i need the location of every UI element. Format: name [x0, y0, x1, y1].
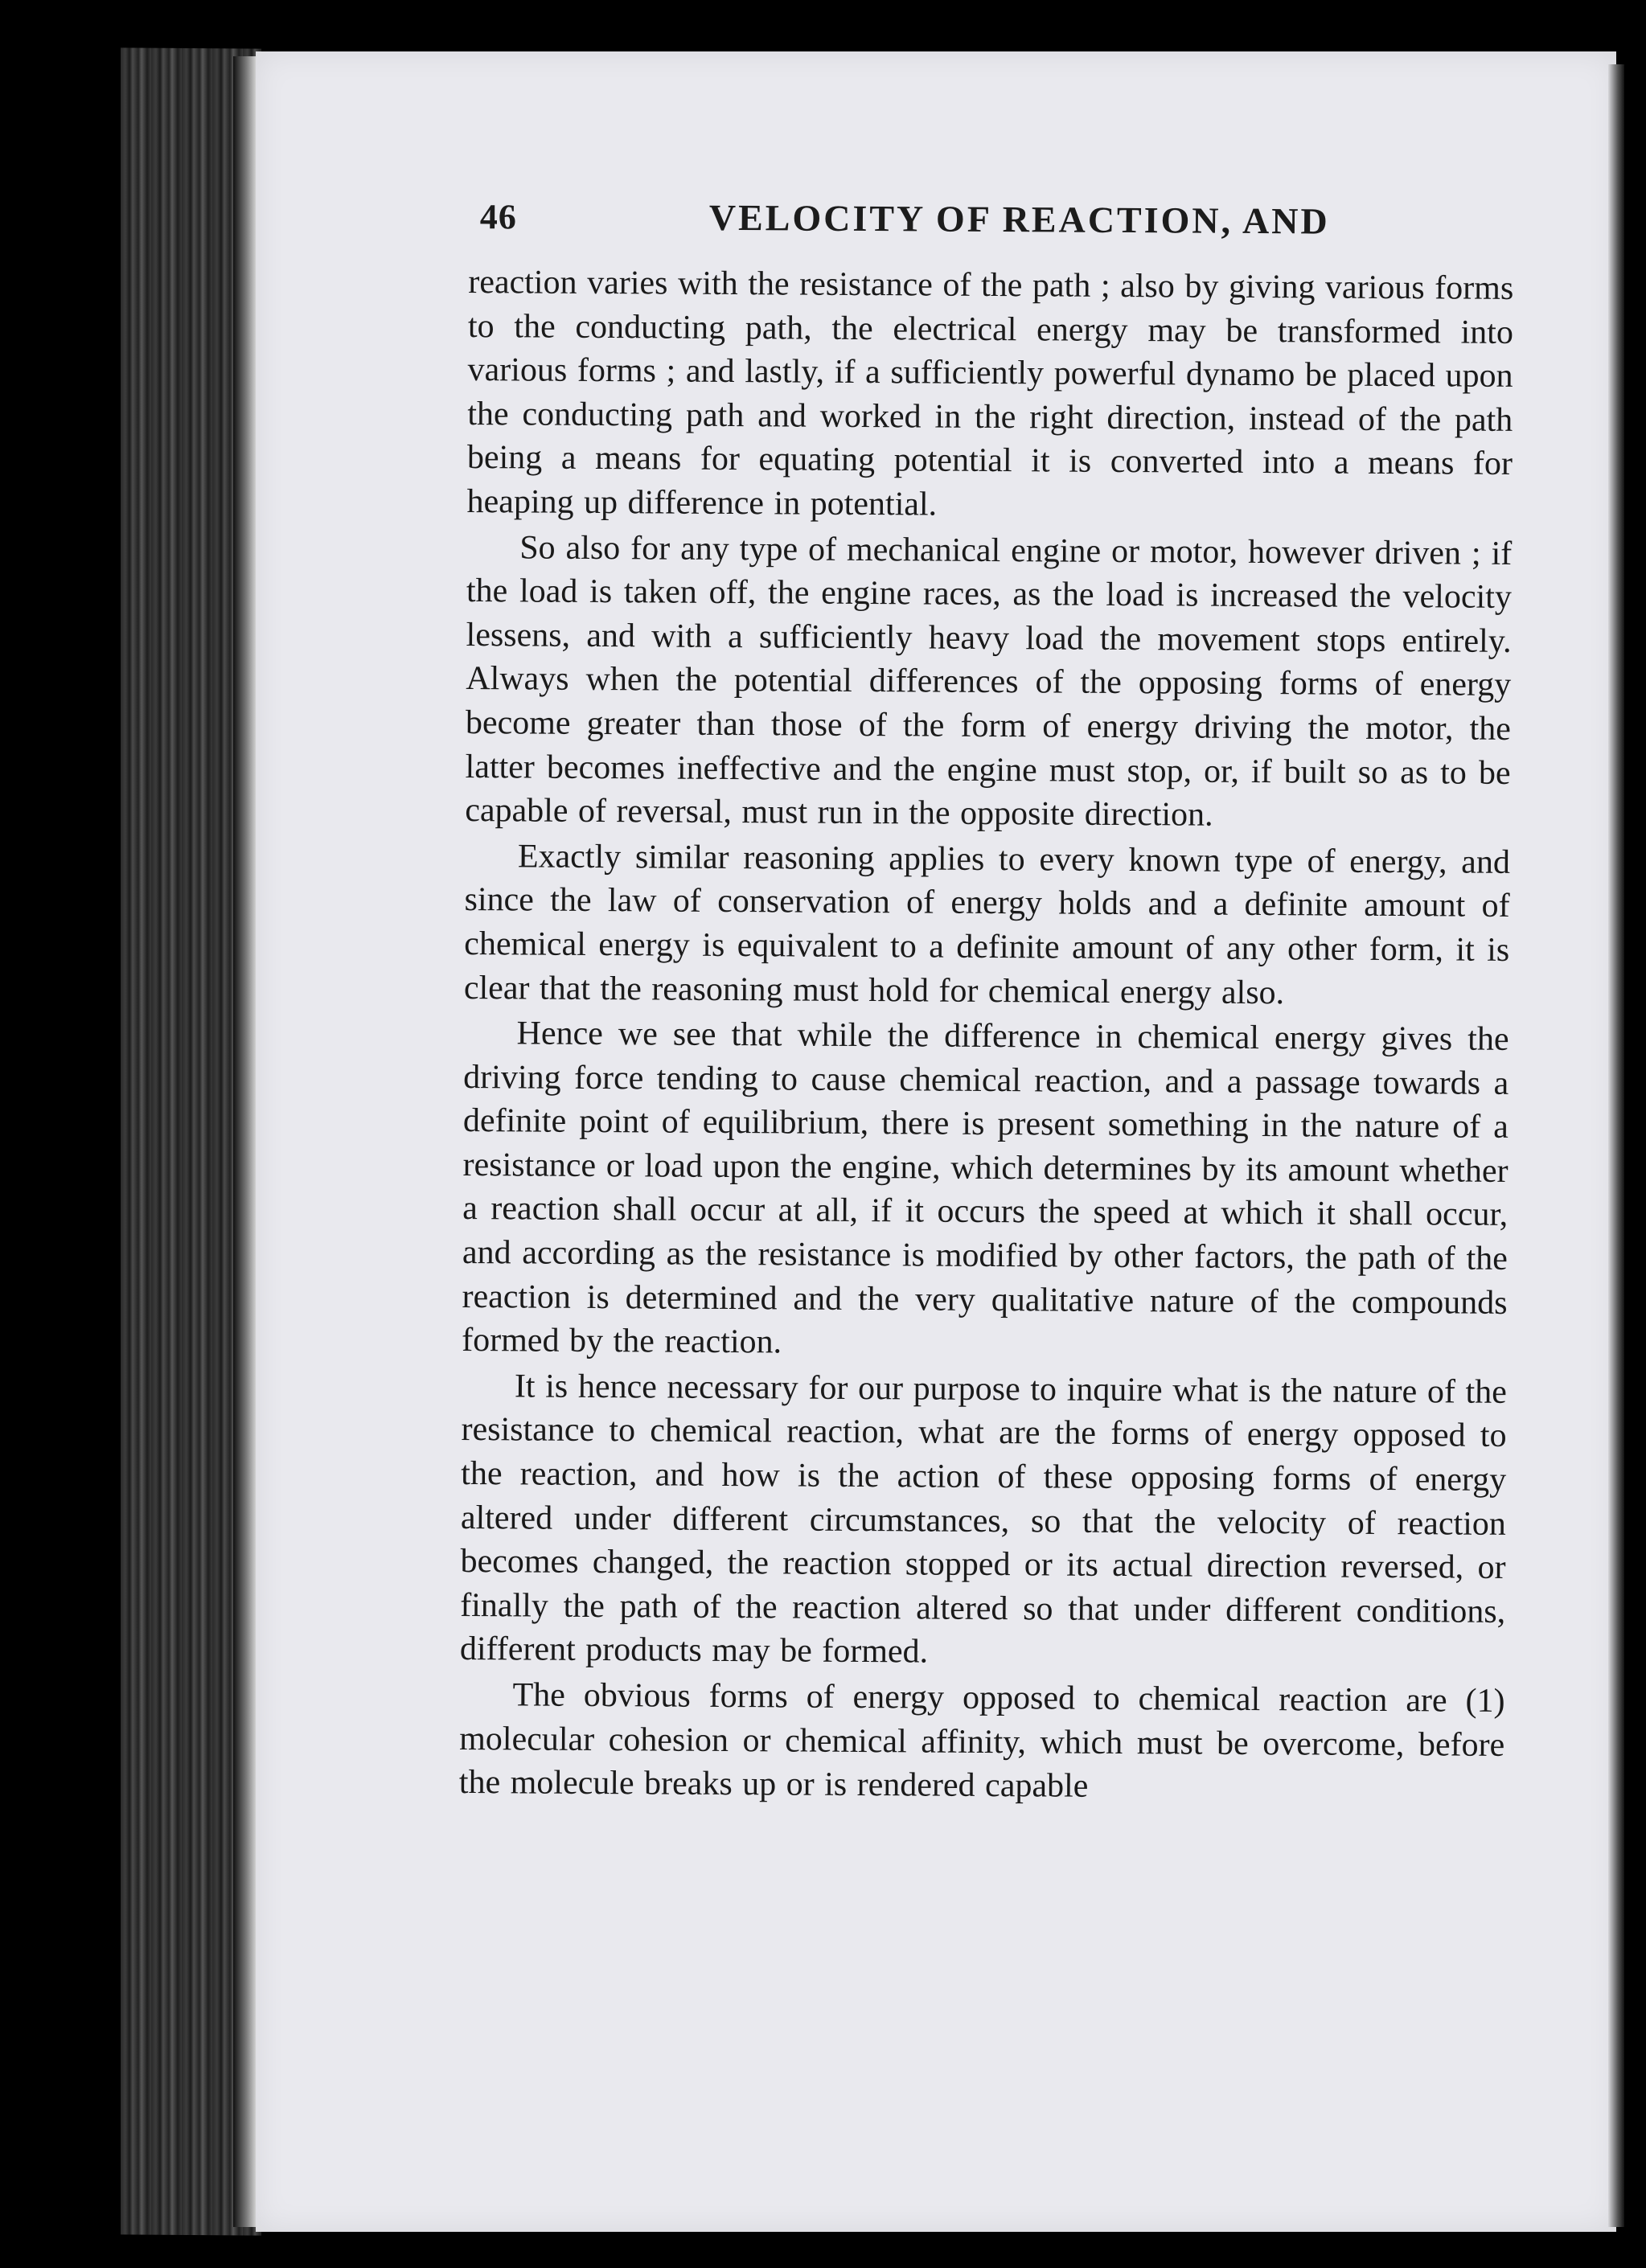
paragraph-3: Exactly similar reasoning applies to every known type of energy, and since the law of conservation of energy holds and a definite amount of chemical energy is equivalent to a definite amount of any other form, it is clear that the reasoning must hold for chemical energy also. — [463, 838, 1511, 1011]
page-number: 46 — [479, 197, 517, 237]
running-head: VELOCITY OF REACTION, AND — [708, 196, 1330, 242]
paragraph-4: Hence we see that while the difference in chemical energy gives the driving force tending to cause chemical reaction, and a passage towards a definite point of equilibrium, there is present something in the nature of a resistance or load upon the engine, which determines by its amount whether a reaction shall occur at all, if it occurs the speed at which it shall occur, and according as the resistance is modified by other factors, the path of the reaction is determined and the very qualitative nature of the compounds formed by the reaction. — [462, 1015, 1509, 1361]
page-right-edge — [1608, 64, 1624, 2227]
page-header — [468, 188, 1514, 267]
paragraph-2: So also for any type of mechanical engine or motor, however driven ; if the load is taken off, the engine races, as the load is increased the velocity lessens, and with a sufficiently heavy load the movement stops entirely. Always when the potential differences of the opposing forms of energy become greater than those of the form of energy driving the motor, the latter becomes ineffective and the engine must stop, or, if built so as to be capable of reversal, must run in the opposite direction. — [465, 528, 1513, 834]
paragraph-5: It is hence necessary for our purpose to inquire what is the nature of the resistance to chemical reaction, what are the forms of energy opposed to the reaction, and how is the action of these opposing forms of energy altered under different circumstances, so that the velocity of reaction becomes changed, the reaction stopped or its actual direction reversed, or finally the path of the reaction altered so that under different conditions, different products may be formed. — [459, 1368, 1508, 1671]
paragraph-1: reaction varies with the resistance of the path ; also by giving various forms to the conducting path, the electrical energy may be transformed into various forms ; and lastly, if a sufficiently powerful dynamo be placed upon the conducting path and worked in the right direction, instead of the path being a means for equating potential it is converted into a means for heaping up difference in potential. — [466, 263, 1514, 523]
body-text — [459, 260, 1514, 1811]
book-page — [256, 51, 1616, 2232]
page-content — [459, 188, 1514, 1811]
paragraph-6: The obvious forms of energy opposed to chemical reaction are (1) molecular cohesion or chemical affinity, which must be overcome, before the molecule breaks up or is rendered capable — [458, 1676, 1505, 1805]
